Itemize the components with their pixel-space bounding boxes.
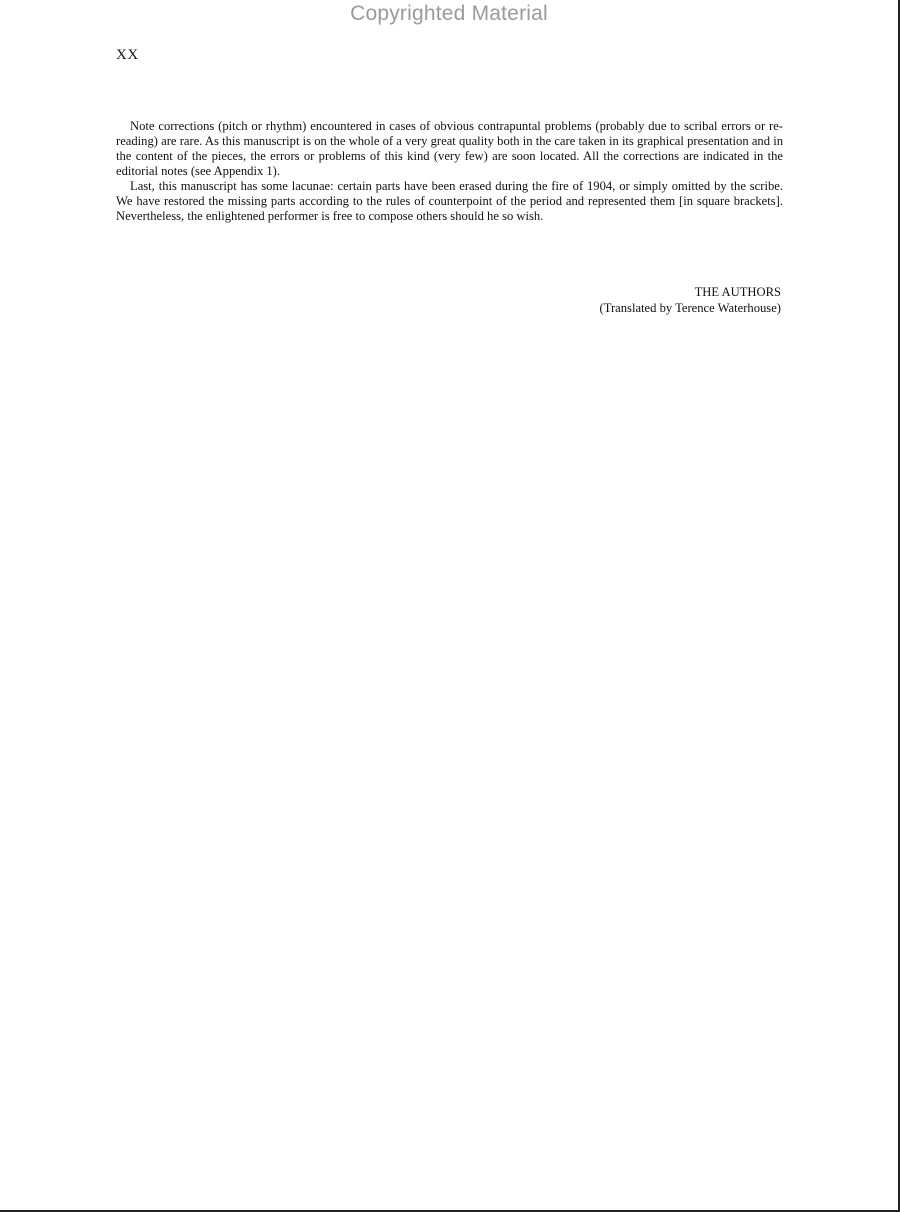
copyright-watermark: Copyrighted Material bbox=[350, 2, 548, 25]
page-number: XX bbox=[116, 47, 139, 63]
signature-translator: (Translated by Terence Waterhouse) bbox=[599, 301, 781, 315]
signature-authors: THE AUTHORS bbox=[694, 285, 781, 299]
paragraph-lacunae: Last, this manuscript has some lacunae: certain parts have been erased during the fire of 1904, or simply omitted by the scribe. We have restored the missing parts according to the rules of counterpoint of the period and represented them [in square brackets]. Nevertheless, the enlightened performer is free to compose others should he so wish. bbox=[116, 179, 783, 223]
body-text bbox=[116, 119, 783, 224]
paragraph-note-corrections: Note corrections (pitch or rhythm) encountered in cases of obvious contrapuntal problems (probably due to scribal errors or re-reading) are rare. As this manuscript is on the whole of a very great quality both in the care taken in its graphical presentation and in the content of the pieces, the errors or problems of this kind (very few) are soon located. All the corrections are indicated in the editorial notes (see Appendix 1). bbox=[116, 119, 783, 178]
signature-block bbox=[600, 284, 781, 316]
